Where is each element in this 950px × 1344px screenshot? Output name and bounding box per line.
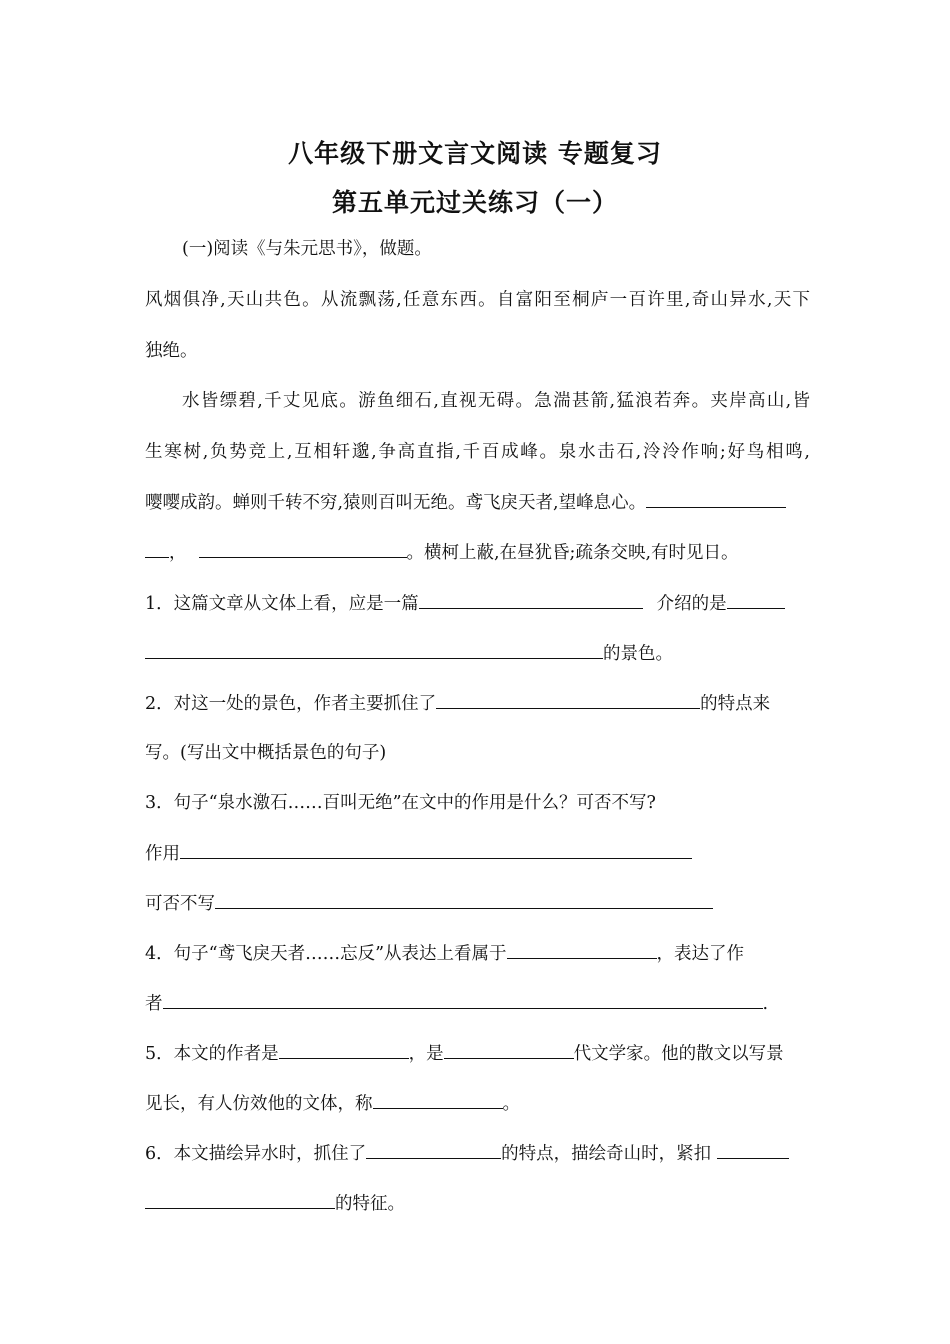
answer-blank[interactable]	[145, 1190, 335, 1209]
reading-instruction: (一)阅读《与朱元思书》，做题。	[182, 239, 432, 259]
question-text: 的特点来	[700, 694, 771, 714]
question-text: ，表达了作	[656, 944, 745, 964]
question-text: 2．对这一处的景色，作者主要抓住了	[145, 694, 437, 714]
answer-blank[interactable]	[646, 489, 786, 508]
question-text: ，是	[408, 1044, 444, 1064]
question-text: 作用	[145, 844, 180, 864]
question-3: 3．句子“泉水激石……百叫无绝”在文中的作用是什么？可否不写?	[145, 793, 656, 813]
question-text: 的景色。	[603, 644, 673, 664]
question-6	[145, 1140, 810, 1167]
passage-blank-line	[145, 539, 810, 566]
question-3-omit	[145, 890, 810, 917]
answer-blank[interactable]	[145, 640, 603, 659]
answer-blank[interactable]	[507, 940, 657, 959]
question-5-cont	[145, 1090, 810, 1117]
question-6-cont	[145, 1190, 810, 1217]
question-2-cont: 写。(写出文中概括景色的句子)	[145, 743, 387, 763]
answer-blank[interactable]	[145, 539, 169, 558]
question-text: 可否不写	[145, 894, 215, 914]
passage-line: 独绝。	[145, 341, 198, 361]
page-subtitle: 第五单元过关练习（一）	[331, 188, 618, 217]
question-text: 者	[145, 994, 163, 1014]
answer-blank[interactable]	[180, 840, 692, 859]
question-text: 。	[502, 1094, 520, 1114]
question-text: 5．本文的作者是	[145, 1044, 279, 1064]
question-text: 6．本文描绘异水时，抓住了	[145, 1144, 367, 1164]
passage-text: 嘤嘤成韵。蝉则千转不穷,猿则百叫无绝。鸢飞戾天者,望峰息心。	[145, 493, 647, 513]
question-text: 介绍的是	[656, 594, 727, 614]
question-1	[145, 590, 810, 617]
passage-blank-line	[145, 489, 810, 516]
question-text: .	[762, 994, 769, 1014]
answer-blank[interactable]	[215, 890, 713, 909]
question-text: 代文学家。他的散文以写景	[573, 1044, 784, 1064]
question-text: 1．这篇文章从文体上看，应是一篇	[145, 594, 419, 614]
question-4-cont	[145, 990, 810, 1017]
answer-blank[interactable]	[436, 690, 700, 709]
passage-line: 风烟俱净,天山共色。从流飘荡,任意东西。自富阳至桐庐一百许里,奇山异水,天下	[145, 290, 810, 310]
passage-text: 。横柯上蔽,在昼犹昏;疏条交映,有时见日。	[406, 543, 739, 563]
passage-line: 水皆缥碧,千丈见底。游鱼细石,直视无碍。急湍甚箭,猛浪若奔。夹岸高山,皆	[182, 391, 810, 411]
question-2	[145, 690, 810, 717]
question-4	[145, 940, 810, 967]
page-title: 八年级下册文言文阅读 专题复习	[288, 139, 662, 168]
passage-line: 生寒树,负势竞上,互相轩邈,争高直指,千百成峰。泉水击石,泠泠作响;好鸟相鸣,	[145, 442, 810, 462]
answer-blank[interactable]	[163, 990, 763, 1009]
answer-blank[interactable]	[727, 590, 785, 609]
question-text: 的特征。	[335, 1194, 405, 1214]
answer-blank[interactable]	[444, 1040, 574, 1059]
answer-blank[interactable]	[373, 1090, 503, 1109]
passage-text: ，	[169, 543, 187, 563]
question-3-effect	[145, 840, 810, 867]
question-text: 4．句子“鸢飞戾天者……忘反”从表达上看属于	[145, 944, 507, 964]
answer-blank[interactable]	[419, 590, 643, 609]
question-5	[145, 1040, 810, 1067]
question-1-cont	[145, 640, 810, 667]
answer-blank[interactable]	[717, 1140, 789, 1159]
answer-blank[interactable]	[366, 1140, 501, 1159]
question-text: 的特点，描绘奇山时，紧扣	[501, 1144, 712, 1164]
answer-blank[interactable]	[279, 1040, 409, 1059]
question-text: 见长，有人仿效他的文体，称	[145, 1094, 373, 1114]
answer-blank[interactable]	[199, 539, 407, 558]
